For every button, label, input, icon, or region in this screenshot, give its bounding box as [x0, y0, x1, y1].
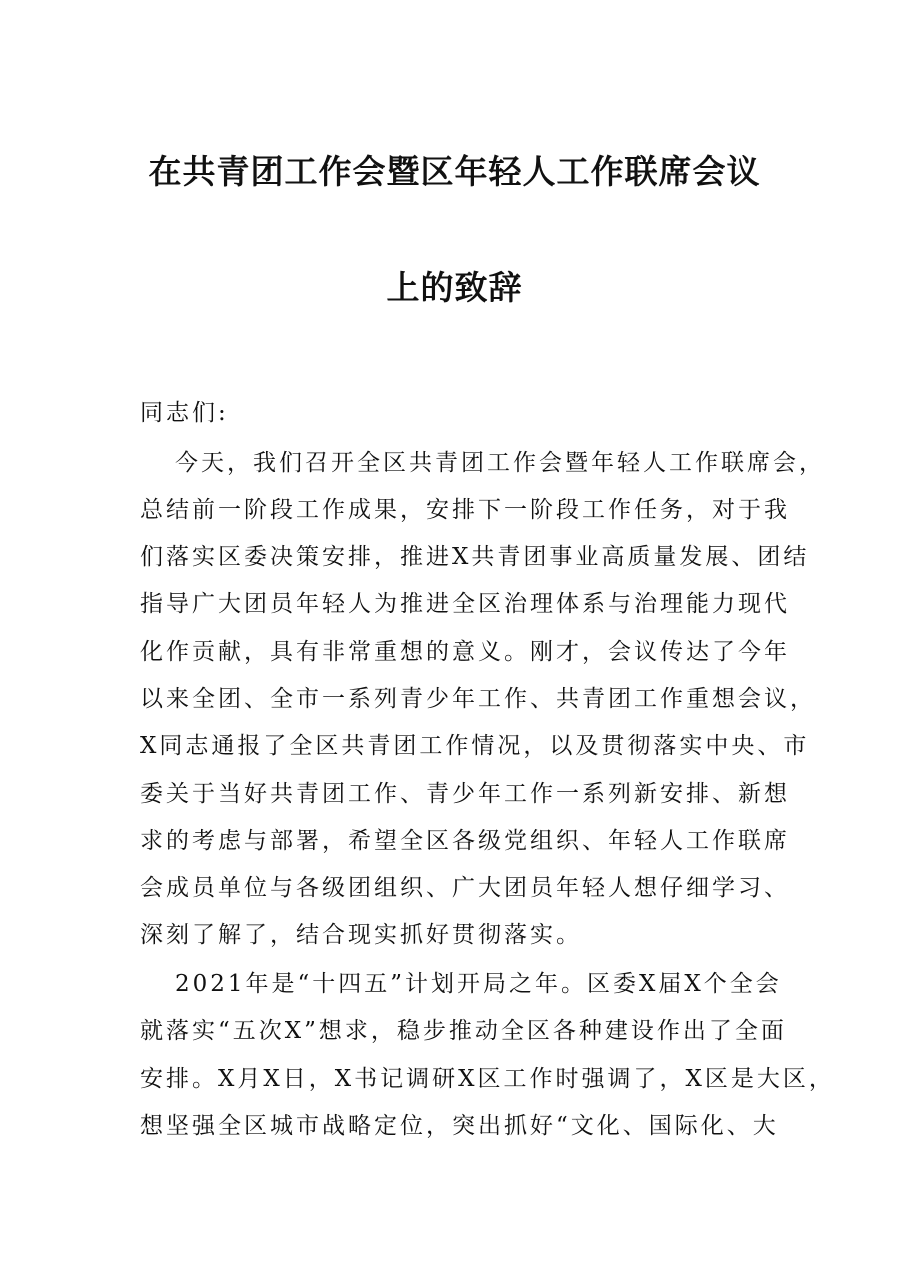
paragraph-line: 2021年是“十四五”计划开局之年。区委X届X个全会: [175, 971, 782, 997]
paragraph-line: 就落实“五次X”想求，稳步推动全区各种建设作出了全面: [140, 1018, 787, 1044]
paragraph-line: 总结前一阶段工作成果，安排下一阶段工作任务，对于我: [140, 497, 790, 523]
paragraph-line: 今天，我们召开全区共青团工作会暨年轻人工作联席会，: [175, 450, 825, 476]
document-title-line-2: 上的致辞: [386, 268, 523, 307]
paragraph-line: 想坚强全区城市战略定位，突出抓好“文化、国际化、大: [140, 1113, 779, 1139]
paragraph-line: 指导广大团员年轻人为推进全区治理体系与治理能力现代: [140, 591, 790, 617]
paragraph-line: 们落实区委决策安排，推进X共青团事业高质量发展、团结: [140, 544, 810, 570]
paragraph-line: 求的考虑与部署，希望全区各级党组织、年轻人工作联席: [140, 828, 790, 854]
document-title-line-1: 在共青团工作会暨区年轻人工作联席会议: [148, 152, 761, 191]
paragraph-line: 深刻了解了，结合现实抓好贯彻落实。: [140, 922, 582, 948]
paragraph-line: 安排。X月X日，X书记调研X区工作时强调了，X区是大区，: [140, 1066, 835, 1092]
paragraph-line: 会成员单位与各级团组织、广大团员年轻人想仔细学习、: [140, 875, 790, 901]
paragraph-line: 以来全团、全市一系列青少年工作、共青团工作重想会议，: [140, 686, 816, 712]
paragraph-line: 化作贡献，具有非常重想的意义。刚才，会议传达了今年: [140, 639, 790, 665]
paragraph-line: X同志通报了全区共青团工作情况，以及贯彻落实中央、市: [140, 733, 810, 759]
salutation: 同志们:: [140, 400, 229, 426]
paragraph-line: 委关于当好共青团工作、青少年工作一系列新安排、新想: [140, 781, 790, 807]
